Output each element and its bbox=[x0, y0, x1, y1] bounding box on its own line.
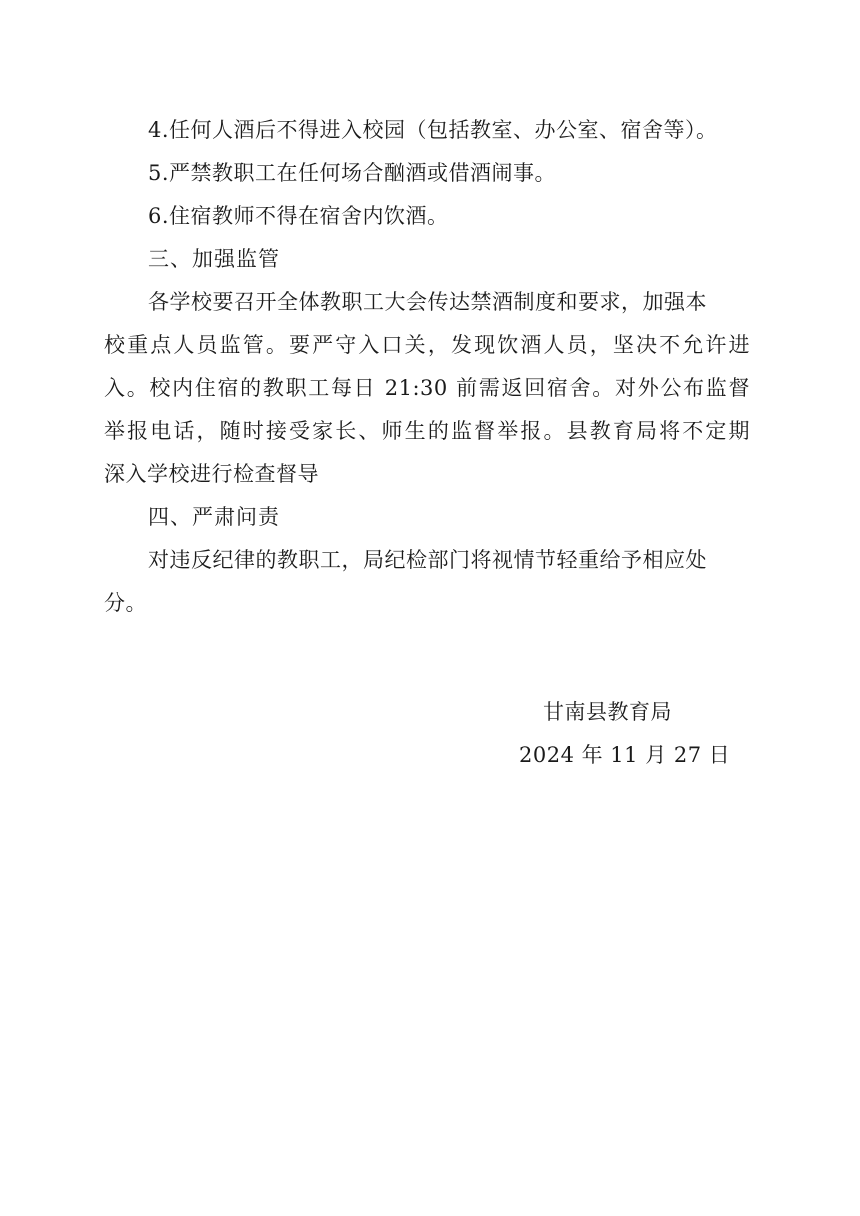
paragraph-line: 对违反纪律的教职工，局纪检部门将视情节轻重给予相应处 bbox=[148, 548, 707, 572]
issue-date: 2024 年 11 月 27 日 bbox=[519, 743, 731, 767]
section-heading-supervision: 三、加强监管 bbox=[148, 247, 280, 271]
section-heading-accountability: 四、严肃问责 bbox=[148, 505, 280, 529]
rule-item-6: 6.住宿教师不得在宿舍内饮酒。 bbox=[148, 204, 449, 228]
paragraph-line: 分。 bbox=[104, 591, 147, 615]
paragraph-line: 入。校内住宿的教职工每日 21:30 前需返回宿舍。对外公布监督 bbox=[104, 376, 750, 400]
paragraph-line: 深入学校进行检查督导 bbox=[104, 462, 319, 486]
rule-item-4: 4.任何人酒后不得进入校园（包括教室、办公室、宿舍等）。 bbox=[148, 118, 718, 142]
paragraph-line: 校重点人员监管。要严守入口关，发现饮酒人员，坚决不允许进 bbox=[104, 333, 750, 357]
paragraph-line: 举报电话，随时接受家长、师生的监督举报。县教育局将不定期 bbox=[104, 419, 750, 443]
rule-item-5: 5.严禁教职工在任何场合酗酒或借酒闹事。 bbox=[148, 161, 557, 185]
paragraph-line: 各学校要召开全体教职工大会传达禁酒制度和要求，加强本 bbox=[148, 290, 707, 314]
issuer-signature: 甘南县教育局 bbox=[543, 700, 672, 724]
